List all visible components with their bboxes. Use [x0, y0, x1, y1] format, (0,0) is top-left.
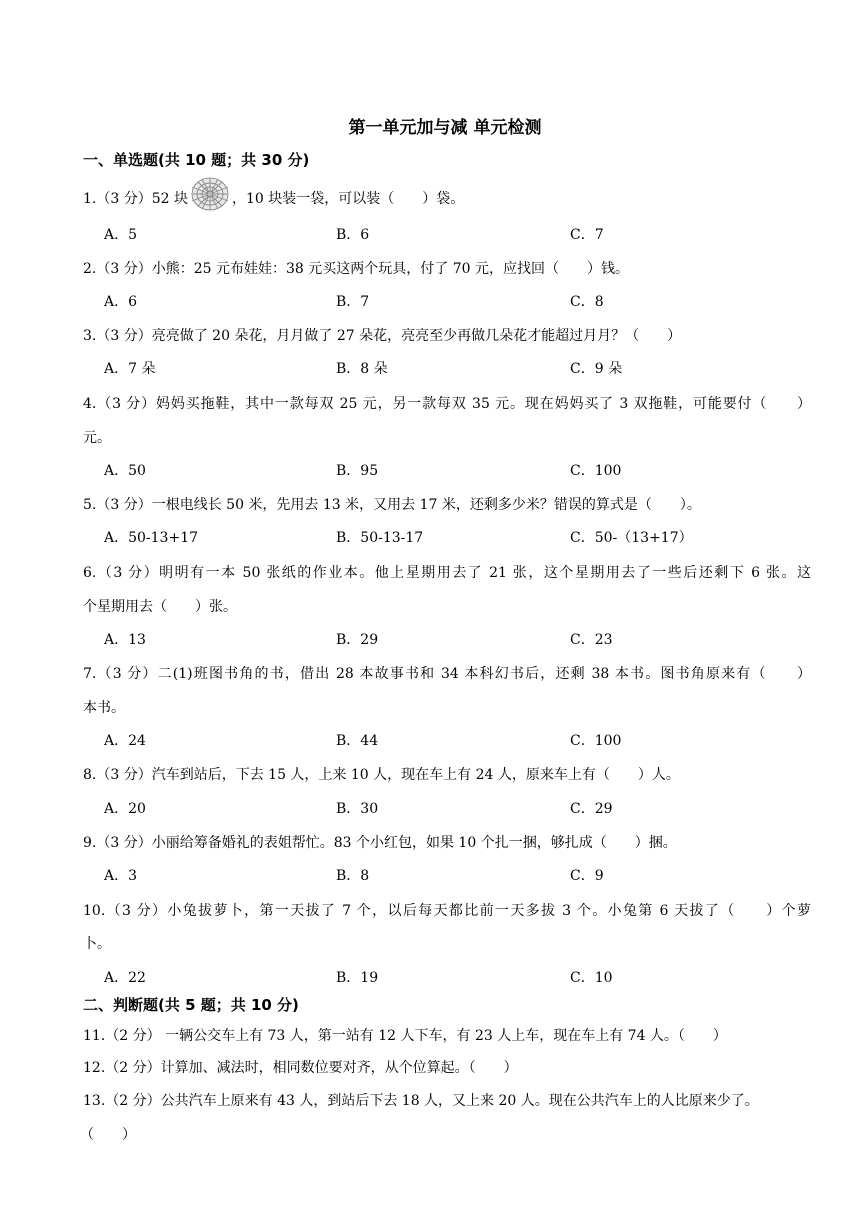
cookie-icon — [190, 176, 230, 212]
option-c[interactable]: C．7 — [570, 227, 604, 243]
question-7-continued: 本书。 — [83, 700, 125, 716]
option-a[interactable]: A．5 — [104, 227, 138, 243]
question-score: （3 分） — [96, 396, 157, 412]
question-text: 妈妈买拖鞋，其中一款每双 25 元，另一款每双 35 元。现在妈妈买了 3 双拖鞋，可能要付（ ） — [156, 396, 811, 412]
question-10-continued: 卜。 — [83, 936, 111, 952]
question-9 — [83, 836, 677, 850]
option-c[interactable]: C．100 — [570, 733, 622, 749]
page-title: 第一单元加与减 单元检测 — [348, 118, 542, 138]
question-score: （2 分） — [105, 1093, 161, 1109]
option-a[interactable]: A．50 — [104, 463, 146, 479]
question-3 — [83, 329, 681, 343]
option-c[interactable]: C．8 — [570, 294, 604, 310]
question-text: 一辆公交车上有 73 人，第一站有 12 人下车，有 23 人上车，现在车上有 74 人。（ ） — [160, 1028, 727, 1044]
question-number: 12. — [83, 1060, 106, 1076]
question-text: 52 块 — [151, 191, 188, 207]
option-b[interactable]: B．8 — [336, 868, 370, 884]
option-c[interactable]: C．9 朵 — [570, 361, 623, 377]
question-number: 11. — [83, 1028, 106, 1044]
question-number: 1. — [83, 191, 97, 207]
question-number: 13. — [83, 1093, 106, 1109]
question-score: （3 分） — [96, 666, 158, 682]
option-a[interactable]: A．22 — [104, 970, 146, 986]
question-score: （3 分） — [96, 261, 152, 277]
option-c[interactable]: C．29 — [570, 801, 613, 817]
question-13 — [83, 1094, 759, 1108]
question-score: （3 分） — [96, 767, 152, 783]
question-text: ，10 块装一袋，可以装（ ）袋。 — [231, 191, 465, 207]
option-b[interactable]: B．29 — [336, 632, 379, 648]
question-text: 亮亮做了 20 朵花，月月做了 27 朵花，亮亮至少再做几朵花才能超过月月？（ ） — [151, 328, 682, 344]
question-text: 一根电线长 50 米，先用去 13 米，又用去 17 米，还剩多少米？错误的算式是（ ）。 — [151, 497, 701, 513]
question-6-continued: 个星期用去（ ）张。 — [83, 599, 237, 615]
section-heading-single-choice: 一、单选题(共 10 题；共 30 分) — [83, 151, 310, 169]
option-c[interactable]: C．23 — [570, 632, 613, 648]
question-score: （3 分） — [96, 328, 152, 344]
question-7 — [83, 667, 811, 681]
option-a[interactable]: A．50-13+17 — [104, 530, 199, 546]
option-b[interactable]: B．95 — [336, 463, 379, 479]
option-b[interactable]: B．44 — [336, 733, 379, 749]
question-2 — [83, 262, 629, 276]
question-10 — [83, 904, 811, 918]
question-score: （2 分） — [105, 1060, 161, 1076]
question-number: 2. — [83, 261, 97, 277]
question-number: 4. — [83, 396, 97, 412]
question-text: 小兔拔萝卜，第一天拔了 7 个，以后每天都比前一天多拔 3 个。小兔第 6 天拔了（ ）个萝 — [167, 903, 811, 919]
question-number: 9. — [83, 835, 97, 851]
question-number: 3. — [83, 328, 97, 344]
question-number: 7. — [83, 666, 97, 682]
option-a[interactable]: A．24 — [104, 733, 146, 749]
question-text: 二(1)班图书角的书，借出 28 本故事书和 34 本科幻书后，还剩 38 本书。图书角原来有（ ） — [157, 666, 811, 682]
question-text: 公共汽车上原来有 43 人，到站后下去 18 人，又上来 20 人。现在公共汽车上的人比原来少了。 — [160, 1093, 759, 1109]
question-text: 小丽给筹备婚礼的表姐帮忙。83 个小红包，如果 10 个扎一捆，够扎成（ ）捆。 — [151, 835, 677, 851]
question-8 — [83, 768, 680, 782]
question-13-continued: （ ） — [80, 1127, 136, 1143]
option-a[interactable]: A．13 — [104, 632, 146, 648]
question-text: 小熊：25 元布娃娃：38 元买这两个玩具，付了 70 元，应找回（ ）钱。 — [151, 261, 629, 277]
question-6 — [83, 566, 811, 580]
option-b[interactable]: B．6 — [336, 227, 370, 243]
question-4-continued: 元。 — [83, 430, 111, 446]
option-c[interactable]: C．100 — [570, 463, 622, 479]
option-b[interactable]: B．19 — [336, 970, 379, 986]
option-a[interactable]: A．3 — [104, 868, 138, 884]
question-score: （2 分） — [105, 1028, 161, 1044]
option-c[interactable]: C．50-（13+17） — [570, 530, 693, 546]
question-1 — [83, 186, 464, 212]
option-b[interactable]: B．30 — [336, 801, 379, 817]
question-number: 6. — [83, 565, 97, 581]
question-text: 计算加、减法时，相同数位要对齐，从个位算起。（ ） — [160, 1060, 518, 1076]
question-number: 5. — [83, 497, 97, 513]
question-11 — [83, 1029, 727, 1043]
option-b[interactable]: B．8 朵 — [336, 361, 388, 377]
option-c[interactable]: C．10 — [570, 970, 613, 986]
question-score: （3 分） — [105, 903, 168, 919]
option-a[interactable]: A．7 朵 — [104, 361, 156, 377]
question-score: （3 分） — [96, 835, 152, 851]
question-4 — [83, 397, 811, 411]
question-number: 10. — [83, 903, 106, 919]
option-c[interactable]: C．9 — [570, 868, 604, 884]
question-number: 8. — [83, 767, 97, 783]
section-heading-true-false: 二、判断题(共 5 题；共 10 分) — [83, 996, 299, 1014]
question-text: 明明有一本 50 张纸的作业本。他上星期用去了 21 张，这个星期用去了一些后还剩下 6 张。这 — [159, 565, 811, 581]
option-a[interactable]: A．20 — [104, 801, 146, 817]
question-score: （3 分） — [96, 497, 152, 513]
question-score: （3 分） — [96, 565, 160, 581]
question-5 — [83, 498, 701, 512]
question-text: 汽车到站后，下去 15 人，上来 10 人，现在车上有 24 人，原来车上有（ ）人。 — [151, 767, 680, 783]
option-a[interactable]: A．6 — [104, 294, 138, 310]
option-b[interactable]: B．50-13-17 — [336, 530, 424, 546]
option-b[interactable]: B．7 — [336, 294, 370, 310]
question-score: （3 分） — [96, 191, 152, 207]
question-12 — [83, 1061, 518, 1075]
